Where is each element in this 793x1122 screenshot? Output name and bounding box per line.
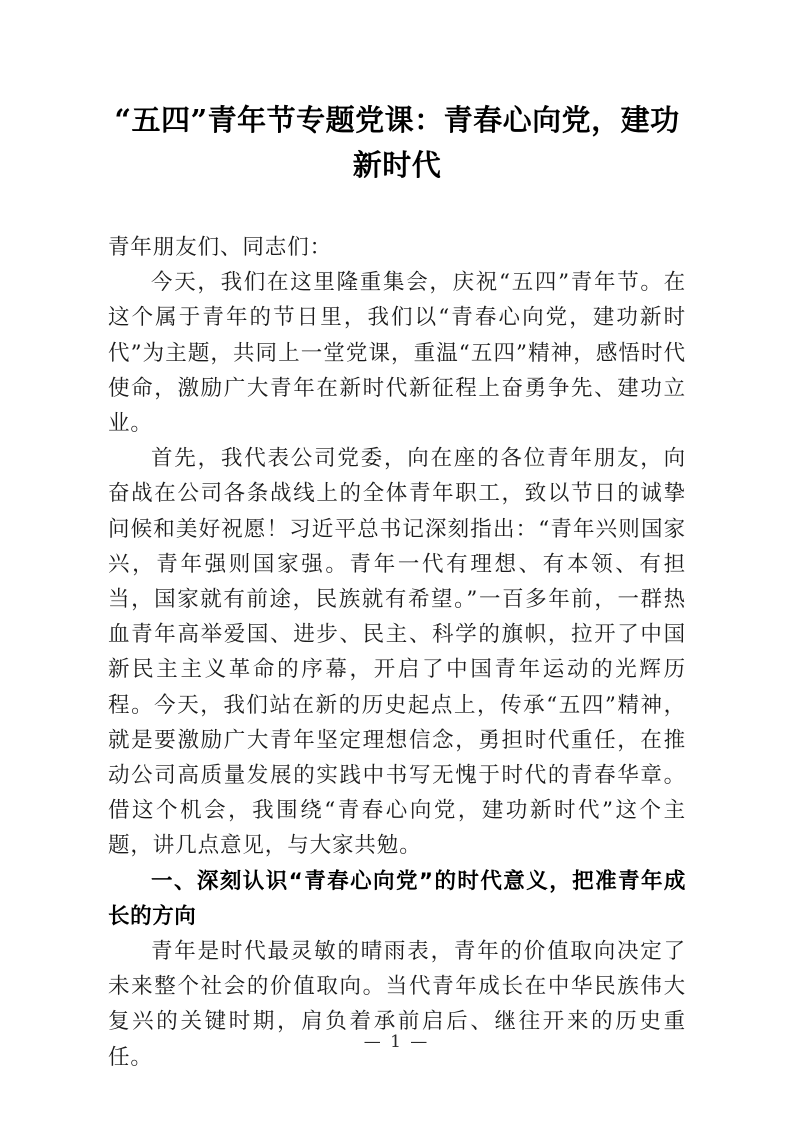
paragraph: 今天，我们在这里隆重集会，庆祝“五四”青年节。在这个属于青年的节日里，我们以“青春心向党，建功新时代”为主题，共同上一堂党课，重温“五四”精神，感悟时代使命，激励广大青年在新时代新征程上奋勇争先、建功立业。 <box>108 270 686 437</box>
page-number-footer: — 1 — <box>363 1032 430 1052</box>
paragraph: 首先，我代表公司党委，向在座的各位青年朋友，向奋战在公司各条战线上的全体青年职工，致以节日的诚挚问候和美好祝愿！习近平总书记深刻指出：“青年兴则国家兴，青年强则国家强。青年一代有理想、有本领、有担当，国家就有前途，民族就有希望。”一百多年前，一群热血青年高举爱国、进步、民主、科学的旗帜，拉开了中国新民主主义革命的序幕，开启了中国青年运动的光辉历程。今天，我们站在新的历史起点上，传承“五四”精神，就是要激励广大青年坚定理想信念，勇担时代重任，在推动公司高质量发展的实践中书写无愧于时代的青春华章。借这个机会，我围绕“青春心向党，建功新时代”这个主题，讲几点意见，与大家共勉。 <box>108 446 686 859</box>
page-title: “五四”青年节专题党课：青春心向党，建功新时代 <box>114 103 680 182</box>
document-text-block <box>108 230 686 1075</box>
section-heading: 一、深刻认识“青春心向党”的时代意义，把准青年成长的方向 <box>108 868 686 929</box>
paragraph: 青年是时代最灵敏的晴雨表，青年的价值取向决定了未来整个社会的价值取向。当代青年成长在中华民族伟大复兴的关键时期，肩负着承前启后、继往开来的历史重任。 <box>108 939 686 1070</box>
document-body <box>108 0 686 1075</box>
salutation: 青年朋友们、同志们： <box>108 235 333 260</box>
